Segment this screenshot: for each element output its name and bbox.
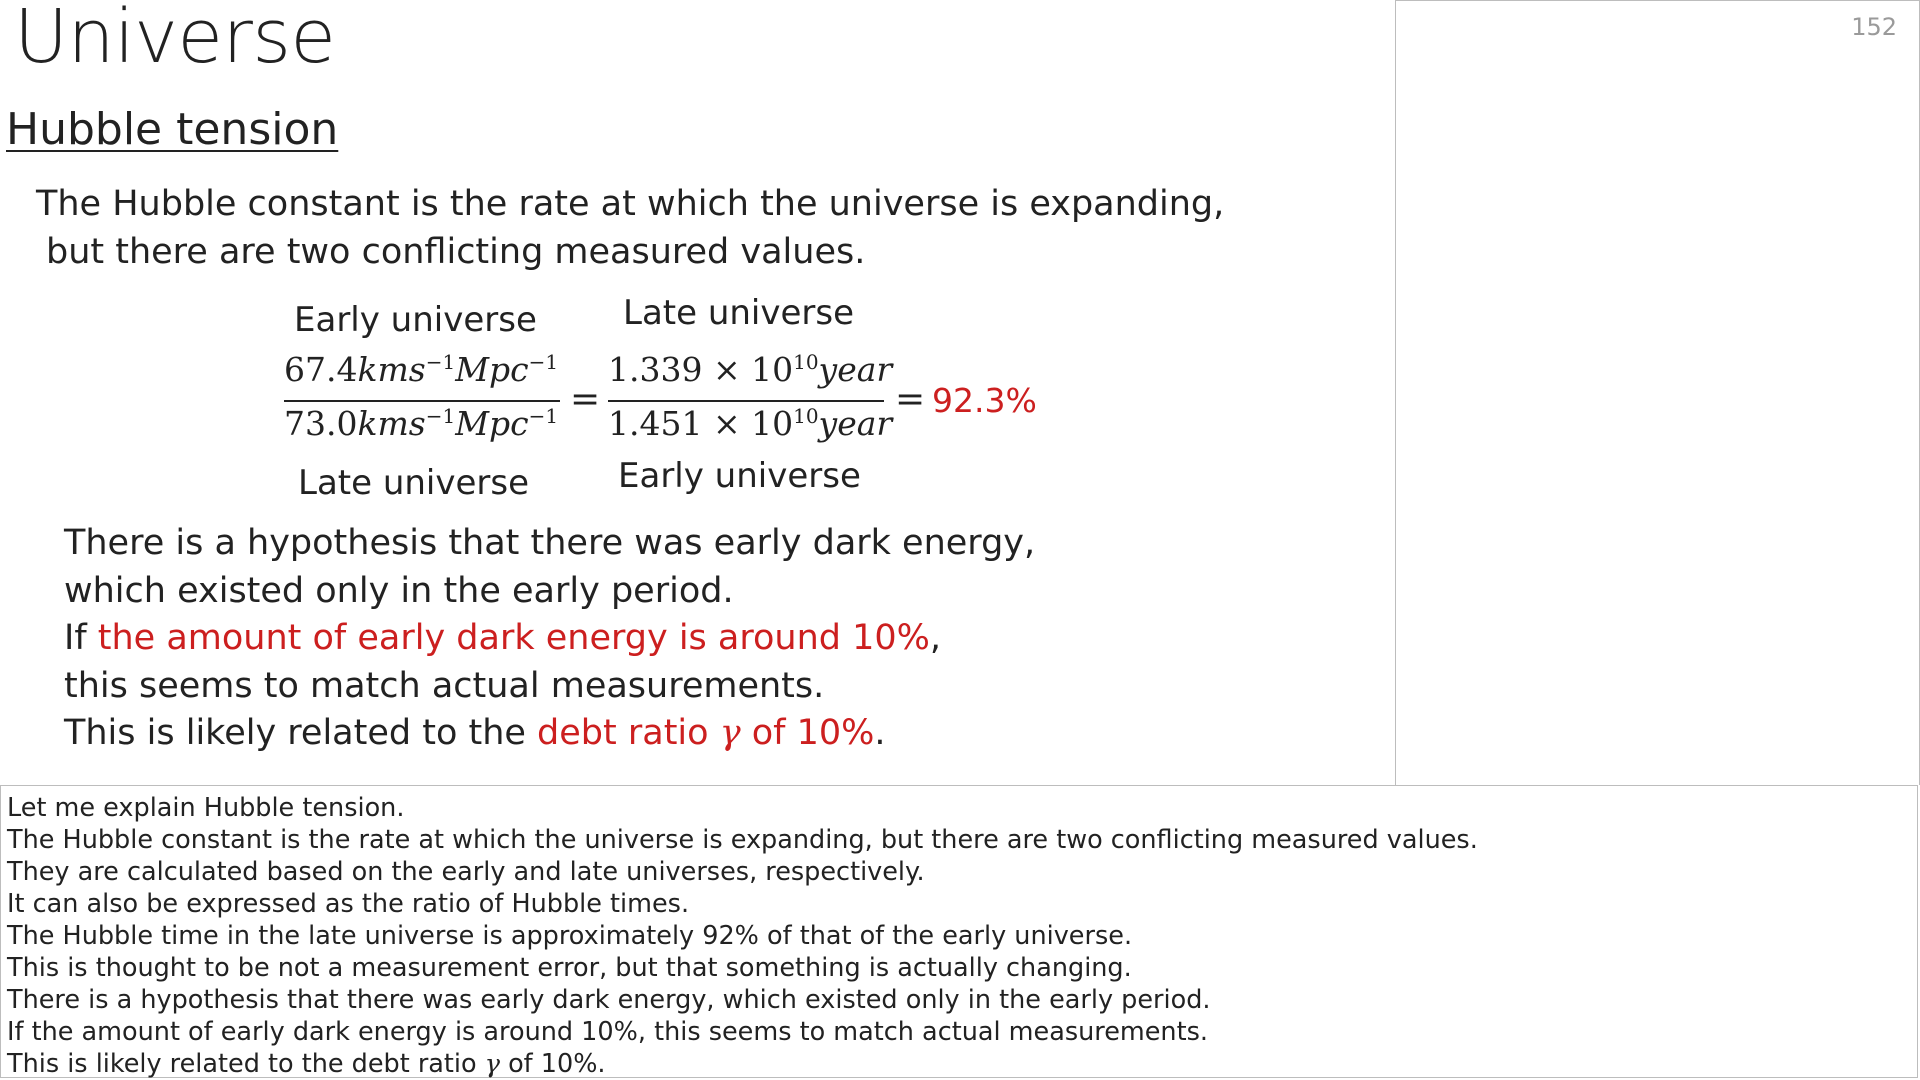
- speaker-notes[interactable]: [0, 785, 1918, 1078]
- gamma-symbol: γ: [719, 713, 741, 753]
- notes-line: They are calculated based on the early and late universes, respectively.: [7, 857, 925, 887]
- fraction-left-denominator: 73.0kms$^{-1}$Mpc$^{-1}$: [284, 404, 559, 443]
- slide-title: Universe: [14, 0, 336, 80]
- label-late-universe-top: Late universe: [623, 293, 855, 333]
- exponent-neg-one: −1: [425, 350, 456, 374]
- highlight-early-dark-energy: the amount of early dark energy is around 10%: [97, 618, 930, 658]
- fraction-left-bar: [284, 400, 560, 402]
- exponent-neg-one: −1: [528, 350, 559, 374]
- body-line-1: There is a hypothesis that there was early dark energy,: [64, 523, 1036, 563]
- highlight-debt-ratio: debt ratio γ of 10%: [537, 713, 875, 753]
- h0-late-value: 73.0: [284, 404, 358, 443]
- exponent-neg-one: −1: [528, 404, 559, 428]
- hubble-time-early-value: 1.451 × 10: [608, 404, 794, 443]
- notes-line: There is a hypothesis that there was early dark energy, which existed only in the early period.: [7, 985, 1211, 1015]
- equals-sign-2: =: [895, 379, 926, 420]
- intro-line-1: The Hubble constant is the rate at which the universe is expanding,: [36, 184, 1225, 224]
- notes-line: This is thought to be not a measurement error, but that something is actually changing.: [7, 953, 1132, 983]
- body-line-4: this seems to match actual measurements.: [64, 665, 825, 706]
- notes-line: If the amount of early dark energy is around 10%, this seems to match actual measurements.: [7, 1017, 1208, 1047]
- label-early-universe-top: Early universe: [294, 300, 537, 340]
- notes-line: The Hubble time in the late universe is approximately 92% of that of the early universe.: [7, 921, 1133, 951]
- body-line-2: which existed only in the early period.: [64, 570, 734, 611]
- body-line-3: If the amount of early dark energy is around 10%,: [64, 618, 942, 658]
- fraction-right-bar: [608, 400, 884, 402]
- label-early-universe-bottom: Early universe: [618, 456, 861, 496]
- side-panel: [1395, 0, 1920, 785]
- body-line-5: This is likely related to the debt ratio γ of 10%.: [64, 713, 886, 753]
- gamma-symbol: γ: [484, 1049, 500, 1079]
- hubble-time-late-value: 1.339 × 10: [608, 350, 794, 389]
- section-heading: Hubble tension: [6, 104, 339, 155]
- body-text: [64, 520, 1035, 758]
- fraction-right-numerator: $1.339 \times 10^{10}year$: [608, 350, 893, 389]
- label-late-universe-bottom: Late universe: [298, 463, 530, 503]
- h0-early-value: 67.4: [284, 350, 358, 389]
- ratio-result: 92.3%: [932, 381, 1037, 420]
- page-number: 152: [1851, 13, 1897, 41]
- notes-line: Let me explain Hubble tension.: [7, 793, 405, 823]
- notes-line: It can also be expressed as the ratio of Hubble times.: [7, 889, 690, 919]
- notes-line: The Hubble constant is the rate at which the universe is expanding, but there are two conflicting measured values.: [7, 825, 1478, 855]
- equals-sign-1: =: [570, 379, 601, 420]
- fraction-left-numerator: 67.4kms$^{-1}$Mpc$^{-1}$: [284, 350, 559, 389]
- intro-line-2: but there are two conflicting measured values.: [46, 232, 866, 272]
- exponent-neg-one: −1: [425, 404, 456, 428]
- notes-line: This is likely related to the debt ratio γ of 10%.: [7, 1049, 606, 1079]
- fraction-right-denominator: $1.451 \times 10^{10}year$: [608, 404, 893, 443]
- intro-text: [36, 180, 1224, 276]
